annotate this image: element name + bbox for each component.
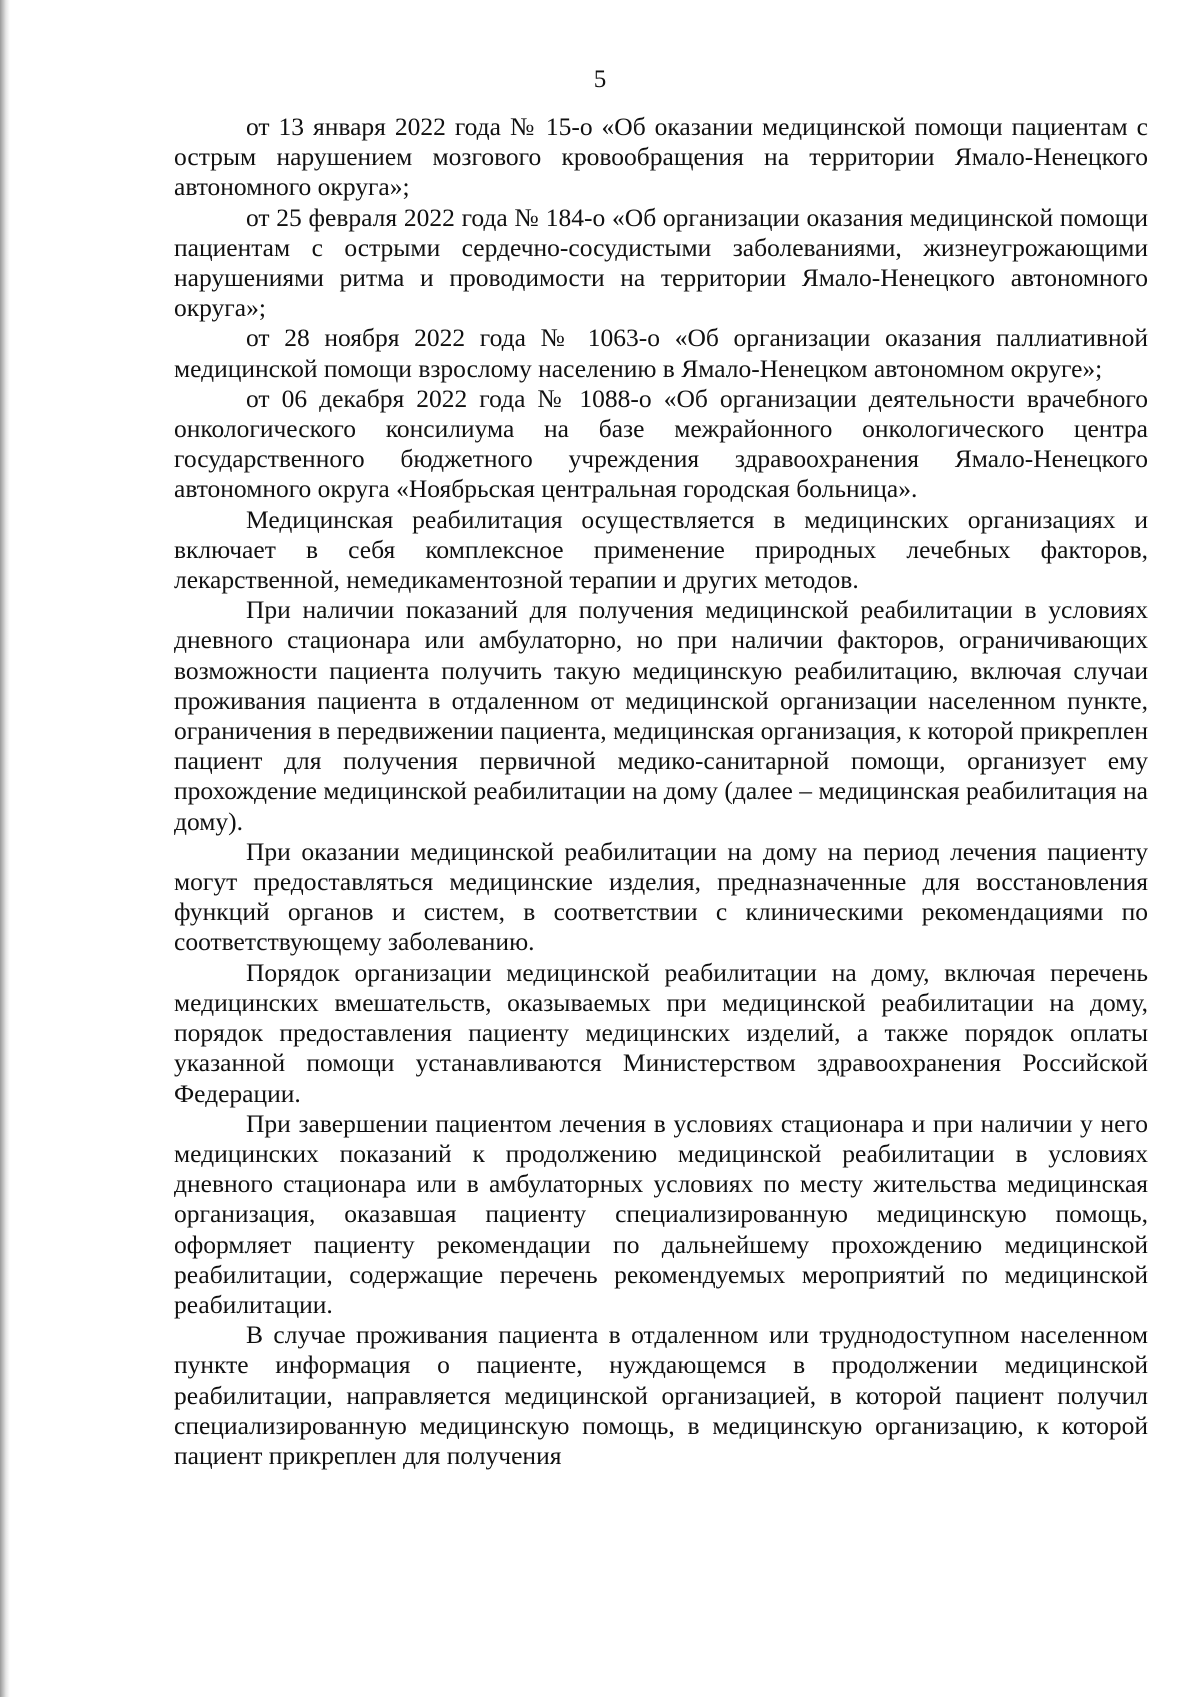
- page-number: 5: [593, 66, 607, 93]
- paragraph-medical-rehabilitation: Медицинская реабилитация осуществляется в медицинских организациях и включает в себя комплексное применение природных лечебных факторов, лекарственной, немедикаментозной терапии и других методов.: [174, 504, 1148, 595]
- paragraph-order-15-o: от 13 января 2022 года № 15-о «Об оказании медицинской помощи пациентам с острым нарушением мозгового кровообращения на территории Ямало-Ненецкого автономного округа»;: [174, 112, 1148, 202]
- paragraph-medical-devices: При оказании медицинской реабилитации на дому на период лечения пациенту могут предоставляться медицинские изделия, предназначенные для восстановления функций органов и систем, в соответствии с клиническими рекомендациями по соответствующему заболеванию.: [174, 836, 1148, 957]
- paragraph-order-1088-o: от 06 декабря 2022 года № 1088-о «Об организации деятельности врачебного онкологического консилиума на базе межрайонного онкологического центра государственного бюджетного учреждения здравоохранения Ямало-Ненецкого автономного округа «Ноябрьская центральная городская больница».: [174, 383, 1148, 504]
- document-body: [174, 112, 1148, 1471]
- paragraph-home-rehabilitation: При наличии показаний для получения медицинской реабилитации в условиях дневного стационара или амбулаторно, но при наличии факторов, ограничивающих возможности пациента получить такую медицинскую реабилитацию, включая случаи проживания пациента в отдаленном от медицинской организации населенном пункте, ограничения в передвижении пациента, медицинская организация, к которой прикреплен пациент для получения первичной медико-санитарной помощи, организует ему прохождение медицинской реабилитации на дому (далее – медицинская реабилитация на дому).: [174, 595, 1148, 836]
- paragraph-order-1063-o: от 28 ноября 2022 года № 1063-о «Об организации оказания паллиативной медицинской помощи взрослому населению в Ямало-Ненецком автономном округе»;: [174, 323, 1148, 383]
- page-edge-shadow: [0, 0, 10, 1697]
- paragraph-procedure: Порядок организации медицинской реабилитации на дому, включая перечень медицинских вмешательств, оказываемых при медицинской реабилитации на дому, порядок предоставления пациенту медицинских изделий, а также порядок оплаты указанной помощи устанавливаются Министерством здравоохранения Российской Федерации.: [174, 957, 1148, 1108]
- paragraph-remote-residence: В случае проживания пациента в отдаленном или труднодоступном населенном пункте информация о пациенте, нуждающемся в продолжении медицинской реабилитации, направляется медицинской организацией, в которой пациент получил специализированную медицинскую помощь, в медицинскую организацию, к которой пациент прикреплен для получения: [174, 1320, 1148, 1470]
- paragraph-discharge-recommendations: При завершении пациентом лечения в условиях стационара и при наличии у него медицинских показаний к продолжению медицинской реабилитации в условиях дневного стационара или в амбулаторных условиях по месту жительства медицинская организация, оказавшая пациенту специализированную медицинскую помощь, оформляет пациенту рекомендации по дальнейшему прохождению медицинской реабилитации, содержащие перечень рекомендуемых мероприятий по медицинской реабилитации.: [174, 1108, 1148, 1319]
- paragraph-order-184-o: от 25 февраля 2022 года № 184-о «Об организации оказания медицинской помощи пациентам с острыми сердечно-сосудистыми заболеваниями, жизнеугрожающими нарушениями ритма и проводимости на территории Ямало-Ненецкого автономного округа»;: [174, 202, 1148, 323]
